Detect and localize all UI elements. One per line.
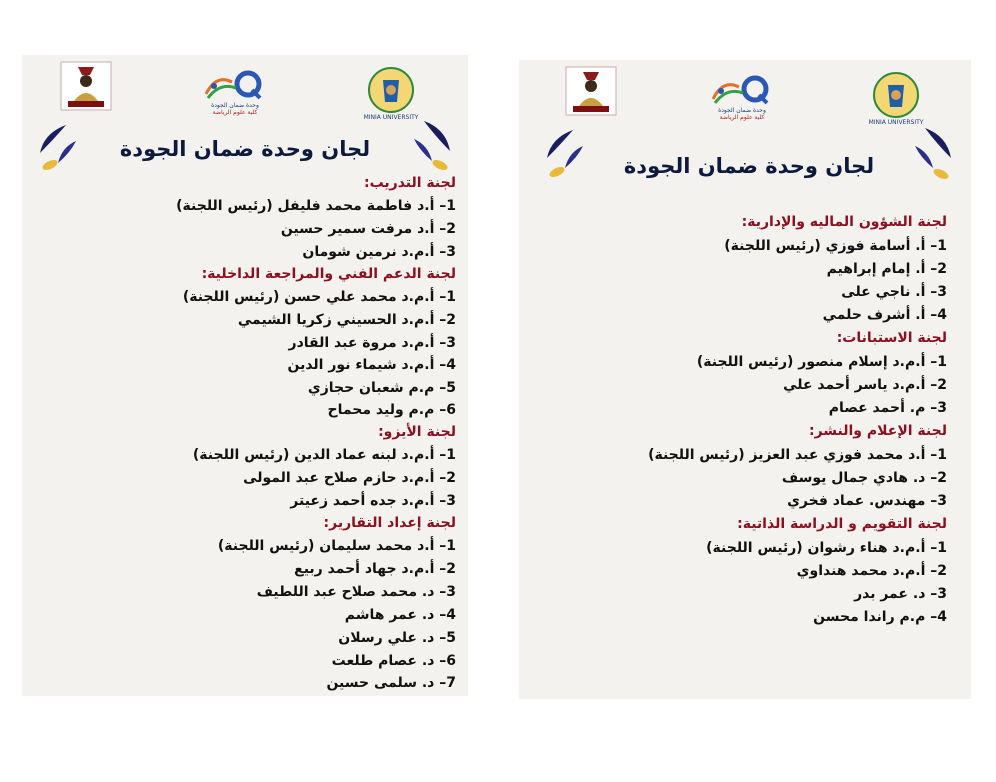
member-line: 2– أ.م.د محمد هنداوي	[796, 563, 947, 579]
quality-unit-logo	[709, 72, 775, 122]
minia-university-logo	[869, 70, 923, 126]
minia-university-logo	[364, 65, 418, 121]
member-line: 3– أ. ناجي على	[841, 284, 947, 300]
member-line: 6– د. عصام طلعت	[331, 653, 456, 669]
member-line: 4– أ.م.د شيماء نور الدين	[287, 357, 456, 373]
committee-heading: لجنة إعداد التقارير:	[323, 515, 456, 531]
member-line: 1– أ.م.د إسلام منصور (رئيس اللجنة)	[696, 354, 947, 370]
decor-swash-left-icon	[36, 123, 80, 173]
member-line: 2– أ.م.د الحسيني زكريا الشيمي	[237, 312, 456, 328]
member-line: 1– أ. أسامة فوزي (رئيس اللجنة)	[724, 238, 947, 254]
minia-caption: MINIA UNIVERSITY	[363, 113, 419, 121]
committees-card-left	[22, 55, 468, 696]
member-line: 2– أ.م.د جهاد أحمد ربيع	[294, 561, 456, 577]
committees-list-right	[539, 214, 947, 634]
member-line: 3– أ.م.د مروة عبد القادر	[288, 335, 456, 351]
committee-heading: لجنة الدعم الفني والمراجعة الداخلية:	[201, 266, 456, 282]
member-line: 5– د. علي رسلان	[338, 630, 456, 646]
faculty-caption: كلية علوم الرياضة	[212, 109, 258, 116]
member-line: 3– م. أحمد عصام	[828, 400, 947, 416]
decor-swash-right-icon	[911, 126, 955, 182]
committee-heading: لجنة الإعلام والنشر:	[808, 423, 947, 439]
quality-unit-caption: وحدة ضمان الجودة	[718, 107, 766, 114]
quality-unit-caption: وحدة ضمان الجودة	[211, 102, 259, 109]
member-line: 2– أ.م.د ياسر أحمد علي	[783, 377, 947, 393]
faculty-logo	[60, 61, 112, 111]
member-line: 4– د. عمر هاشم	[344, 607, 456, 623]
committee-heading: لجنة الاستبانات:	[836, 330, 947, 346]
member-line: 2– أ. إمام إبراهيم	[826, 261, 947, 277]
member-line: 2– أ.م.د حازم صلاح عبد المولى	[243, 470, 456, 486]
committee-heading: لجنة التدريب:	[363, 175, 456, 191]
member-line: 7– د. سلمى حسين	[326, 675, 456, 691]
member-line: 2– د. هادي جمال يوسف	[781, 470, 947, 486]
committees-list-left	[42, 175, 456, 690]
committee-heading: لجنة التقويم و الدراسة الذاتية:	[737, 516, 947, 532]
member-line: 3– د. محمد صلاح عبد اللطيف	[256, 584, 456, 600]
faculty-caption: كلية علوم الرياضة	[719, 114, 765, 121]
member-line: 5– م.م شعبان حجازي	[307, 380, 456, 396]
member-line: 4– أ. أشرف حلمي	[822, 307, 947, 323]
committee-heading: لجنة الشؤون الماليه والإدارية:	[741, 214, 947, 230]
member-line: 1– أ.م.د لبنه عماد الدين (رئيس اللجنة)	[192, 447, 456, 463]
member-line: 3– د. عمر بدر	[854, 586, 947, 602]
member-line: 2– أ.د مرفت سمير حسين	[280, 221, 456, 237]
member-line: 1– أ.م.د محمد علي حسن (رئيس اللجنة)	[182, 289, 456, 305]
committees-card-right	[519, 60, 971, 699]
quality-unit-logo	[202, 67, 268, 117]
committee-heading: لجنة الأيزو:	[378, 424, 456, 440]
member-line: 1– أ.د محمد سليمان (رئيس اللجنة)	[217, 538, 456, 554]
page-title: لجان وحدة ضمان الجودة	[119, 137, 371, 161]
member-line: 3– مهندس. عماد فخري	[787, 493, 947, 509]
member-line: 6– م.م وليد محماح	[327, 402, 456, 418]
page-title: لجان وحدة ضمان الجودة	[623, 154, 875, 178]
member-line: 3– أ.م.د نرمين شومان	[302, 244, 456, 260]
member-line: 3– أ.م.د جده أحمد زعيتر	[290, 493, 456, 509]
member-line: 4– م.م راندا محسن	[813, 609, 947, 625]
faculty-logo	[565, 66, 617, 116]
member-line: 1– أ.د فاطمة محمد فليفل (رئيس اللجنة)	[176, 198, 456, 214]
decor-swash-right-icon	[410, 119, 454, 173]
decor-swash-left-icon	[543, 128, 587, 180]
member-line: 1– أ.م.د هناء رشوان (رئيس اللجنة)	[706, 540, 947, 556]
minia-caption: MINIA UNIVERSITY	[868, 118, 924, 126]
member-line: 1– أ.د محمد فوزي عبد العزيز (رئيس اللجنة)	[648, 447, 947, 463]
